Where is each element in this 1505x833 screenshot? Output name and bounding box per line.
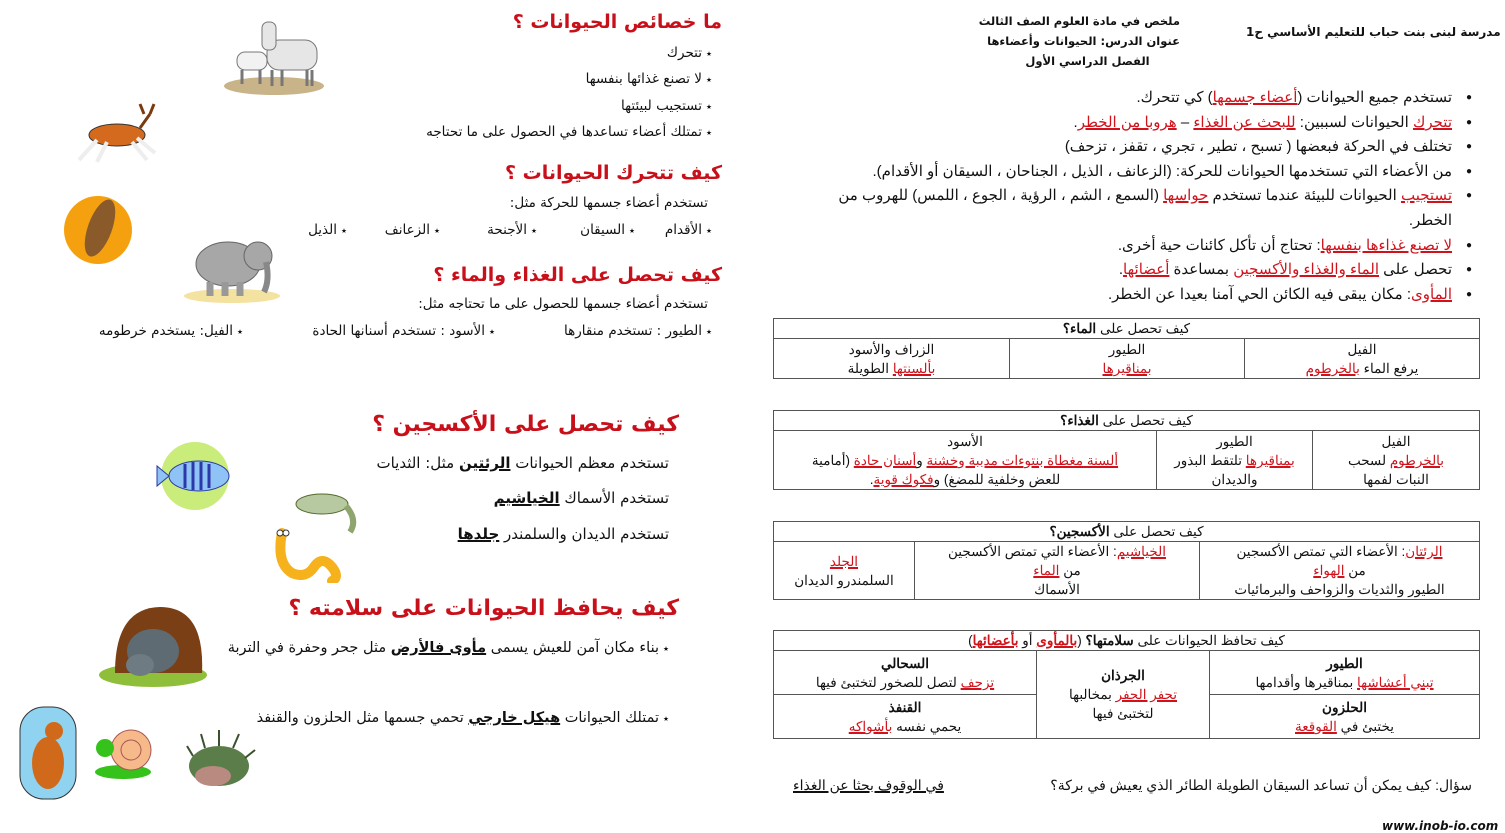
highlighted-term: بمناقيرها (1102, 360, 1152, 376)
highlighted-term: بالمأوى (1036, 633, 1078, 648)
text-segment: والديدان (1211, 471, 1258, 487)
worm-illustration (270, 525, 348, 583)
safety-table-header (774, 631, 1480, 651)
star-bullet-icon: ٭ (531, 224, 537, 237)
cell-line (1161, 470, 1308, 489)
cell-line (919, 561, 1195, 580)
text-segment: تحمي جسمها مثل الحلزون والقنفذ (256, 710, 469, 726)
highlighted-term: بأشواكه (848, 718, 893, 734)
oxygen-cell-gills (915, 542, 1200, 600)
oxygen-table-header (774, 522, 1480, 542)
highlighted-term: بألسنتها (892, 360, 936, 376)
text-segment: من الأعضاء التي تستخدمها الحيوانات للحركة: (الزعانف ، الذيل ، الجناحان ، السيقان أو الأقدام). (872, 162, 1452, 180)
text-segment: النبات لفمها (1363, 471, 1429, 487)
cell-line (1041, 685, 1205, 704)
oxygen-cell-lungs (1200, 542, 1480, 600)
highlighted-term: الحلزون (1322, 699, 1367, 715)
trait-text: تتحرك (666, 45, 702, 61)
food-text: تستخدم أعضاء جسمها للحصول على ما تحتاجه مثل: (418, 296, 708, 312)
summary-bullets (792, 86, 1472, 307)
food-cell-elephant (1313, 431, 1480, 490)
text-segment: مثل: الثديات (376, 454, 459, 472)
oxygen-cell-skin (774, 542, 915, 600)
text-segment: الأسود (947, 433, 983, 449)
text-segment: : مكان يبقى فيه الكائن الحي آمنا بعيدا عن الخطر. (1107, 285, 1412, 303)
highlighted-term: الهواء (1313, 563, 1345, 578)
cell-line (1249, 340, 1475, 359)
cell-line (1161, 432, 1308, 451)
food-item: ٭الفيل: يستخدم خرطومه (98, 323, 243, 339)
cell-line (778, 571, 910, 590)
cell-line (778, 552, 910, 571)
oxygen-line (376, 454, 669, 472)
movement-item: ٭الذيل (308, 222, 347, 238)
safety-cell-rats (1037, 651, 1210, 739)
text-segment: (السمع ، الشم ، الرؤية ، الجوع ، اللمس) للهروب من الخطر. (838, 187, 1452, 229)
text-segment: تستخدم معظم الحيوانات (510, 454, 669, 472)
cell-line (1041, 666, 1205, 685)
text-segment: تمتلك الحيوانات (560, 710, 659, 726)
trait-text: تستجيب لبيئتها (621, 98, 702, 114)
text-segment: بمساعدة (1169, 261, 1234, 279)
heading-oxygen: كيف تحصل على الأكسجين ؟ (372, 412, 679, 437)
safety-table (773, 630, 1480, 739)
star-bullet-icon: ٭ (629, 224, 635, 237)
highlighted-term: المأوى (1411, 285, 1452, 303)
text-segment: للعض وخلفية للمضغ) و (933, 471, 1061, 487)
text-segment: تلتقط البذور (1174, 452, 1246, 468)
heading-safety: كيف يحافظ الحيوانات على سلامته ؟ (288, 596, 679, 621)
highlighted-term: الطيور (1326, 655, 1363, 671)
heading-traits: ما خصائص الحيوانات ؟ (512, 11, 722, 33)
elephant-illustration (180, 232, 285, 304)
highlighted-term: لا تصنع غذاءها بنفسها (1320, 236, 1452, 254)
trait-item (621, 98, 712, 114)
text-segment: . (869, 471, 874, 487)
text-segment: – (1176, 113, 1194, 131)
safety-cell-lizards (774, 651, 1037, 695)
highlighted-term: الرئتان (1405, 544, 1443, 559)
text-segment: من (1059, 563, 1081, 578)
highlighted-term: الغذاء؟ (1060, 413, 1099, 428)
star-bullet-icon: ٭ (341, 224, 347, 237)
water-cell-birds (1010, 339, 1245, 379)
highlighted-term: القنفذ (888, 699, 922, 715)
highlighted-term: القوقعة (1295, 718, 1337, 734)
safety-cell-hedgehog (774, 695, 1037, 739)
text-segment: بمخالبها (1068, 687, 1116, 702)
highlighted-term: فكوك قوية (873, 471, 934, 487)
highlighted-term: تبني أعشاشها (1357, 674, 1434, 690)
highlighted-term: سلامتها؟ (1085, 633, 1134, 648)
oxygen-line (458, 525, 669, 543)
highlighted-term: أسنان حادة (853, 452, 917, 468)
text-segment: من (1344, 563, 1366, 578)
highlighted-term: جلدها (457, 525, 500, 543)
cell-line (778, 340, 1005, 359)
cell-line (1214, 673, 1475, 692)
movement-item: ٭الأجنحة (487, 222, 537, 238)
school-name: مدرسة لبنى بنت حباب للتعليم الأساسي ح1 (1246, 25, 1501, 39)
star-bullet-icon: ٭ (489, 325, 495, 338)
summary-bullet (792, 283, 1472, 308)
kangaroo-illustration (16, 703, 80, 803)
food-cell-lions (774, 431, 1157, 490)
text-segment: يحمي نفسه (892, 718, 962, 734)
safety-line (228, 640, 669, 656)
footer-url: www.inob-io.com (1382, 819, 1499, 833)
mole-burrow-illustration (95, 603, 207, 688)
food-item: ٭الطيور : تستخدم منقارها (564, 323, 712, 339)
highlighted-term: هيكل خارجي (468, 710, 561, 726)
movement-text: تستخدم أعضاء جسمها للحركة مثل: (509, 195, 708, 211)
star-bullet-icon: ٭ (706, 47, 712, 60)
summary-bullet (792, 111, 1472, 136)
cell-line (1214, 654, 1475, 673)
star-bullet-icon: ٭ (663, 712, 669, 725)
movement-item: ٭الأقدام (664, 222, 712, 238)
heading-food-water: كيف تحصل على الغذاء والماء ؟ (433, 264, 722, 286)
highlighted-term: بمناقيرها (1245, 452, 1295, 468)
text-segment: ( (1077, 633, 1086, 648)
text-segment: الأسماك (1034, 582, 1080, 597)
food-cell-birds (1157, 431, 1313, 490)
safety-cell-birds (1210, 651, 1480, 695)
text-segment: الزراف والأسود (848, 341, 935, 357)
cell-line (1161, 451, 1308, 470)
cell-line (778, 451, 1152, 470)
fish-illustration (155, 440, 240, 512)
hawk-illustration (60, 188, 135, 273)
summary-bullet (792, 184, 1472, 233)
water-table-header (774, 319, 1480, 339)
text-segment: كيف تحصل على (1096, 321, 1191, 336)
cell-line (1214, 717, 1475, 736)
text-segment: كيف تحصل على (1109, 524, 1204, 539)
heading-movement: كيف تتحرك الحيوانات ؟ (505, 162, 722, 184)
star-bullet-icon: ٭ (706, 126, 712, 139)
text-segment: : الأعضاء التي تمتص الأكسجين (1236, 544, 1406, 559)
highlighted-term: تحفر الحفر (1115, 687, 1178, 702)
highlighted-term: بالخرطوم (1305, 360, 1360, 376)
highlighted-term: تتحرك (1412, 113, 1452, 131)
highlighted-term: الماء (1033, 563, 1060, 578)
hedgehog-illustration (183, 728, 258, 792)
water-cell-elephant (1245, 339, 1480, 379)
text-segment: الفيل (1347, 341, 1377, 357)
star-bullet-icon: ٭ (663, 642, 669, 655)
snail-illustration (93, 718, 157, 782)
text-segment: الطيور (1108, 341, 1146, 357)
text-segment: لتصل للصخور لتختبئ فيها (815, 674, 961, 690)
food-table (773, 410, 1480, 490)
summary-bullet (792, 86, 1472, 111)
cell-line (778, 432, 1152, 451)
cell-line (1204, 561, 1475, 580)
deer-illustration (72, 100, 162, 168)
semester-label: الفصل الدراسي الأول (1025, 54, 1150, 68)
text-segment: الطيور (1216, 433, 1253, 449)
text-segment: يختبئ في (1336, 718, 1394, 734)
cell-line (778, 698, 1032, 717)
highlighted-term: أعضائها (1123, 261, 1170, 279)
trait-text: تمتلك أعضاء تساعدها في الحصول على ما تحتاجه (426, 124, 702, 140)
movement-item: ٭السيقان (580, 222, 635, 238)
oxygen-table (773, 521, 1480, 600)
cell-line (1317, 432, 1475, 451)
text-segment: لسحب (1347, 452, 1390, 468)
trait-text: لا تصنع غذائها بنفسها (585, 71, 702, 87)
text-segment: تختلف في الحركة فبعضها ( تسبح ، تطير ، تجري ، تقفز ، تزحف) (1064, 138, 1452, 156)
oxygen-line (494, 489, 669, 507)
summary-bullet (792, 135, 1472, 160)
highlighted-term: بأعضائها (972, 633, 1019, 648)
text-segment: ) كي تتحرك. (1136, 89, 1213, 106)
trait-item (426, 124, 712, 140)
text-segment: كيف تحافظ الحيوانات على (1133, 633, 1285, 648)
safety-cell-snail (1210, 695, 1480, 739)
cell-line (1014, 340, 1240, 359)
text-segment: ) (968, 633, 973, 648)
text-segment: (أمامية (811, 452, 854, 468)
cell-line (1249, 359, 1475, 378)
star-bullet-icon: ٭ (706, 73, 712, 86)
summary-bullet (792, 160, 1472, 185)
text-segment: يرفع الماء (1359, 360, 1419, 376)
highlighted-term: الماء؟ (1062, 321, 1097, 336)
cell-line (778, 717, 1032, 736)
text-segment: كيف تحصل على (1098, 413, 1193, 428)
highlighted-term: حواسها (1163, 187, 1209, 205)
text-segment: الطيور والثديات والزواحف والبرمائيات (1234, 582, 1445, 597)
highlighted-term: مأوى فالأرض (390, 640, 487, 656)
text-segment: تستخدم الأسماك (559, 489, 669, 507)
highlighted-term: الجلد (829, 553, 859, 569)
highlighted-term: هروبا من الخطر (1077, 113, 1177, 131)
highlighted-term: الخياشيم (493, 489, 560, 507)
goat-illustration (222, 12, 327, 97)
text-segment: تستخدم الديدان والسلمندر (499, 525, 669, 543)
cell-line (919, 542, 1195, 561)
highlighted-term: الرئتين (458, 454, 511, 472)
trait-item (586, 71, 712, 87)
text-segment: و (916, 452, 927, 468)
text-segment: تحصل على (1379, 261, 1452, 279)
summary-title: ملخص في مادة العلوم الصف الثالث (978, 14, 1180, 28)
cell-line (1317, 470, 1475, 489)
cell-line (778, 359, 1005, 378)
cell-line (919, 580, 1195, 599)
safety-line (257, 710, 669, 726)
food-table-header (774, 411, 1480, 431)
summary-bullet (792, 234, 1472, 259)
star-bullet-icon: ٭ (706, 100, 712, 113)
question-text: سؤال: كيف يمكن أن تساعد السيقان الطويلة الطائر الذي يعيش في بركة؟ (1050, 777, 1472, 793)
trait-item (667, 45, 712, 61)
cell-line (1014, 359, 1240, 378)
cell-line (1204, 542, 1475, 561)
text-segment: مثل جحر وحفرة في التربة (227, 640, 391, 656)
highlighted-term: الماء والغذاء والأكسجين (1233, 261, 1380, 279)
cell-line (778, 673, 1032, 692)
water-cell-giraffe-lions (774, 339, 1010, 379)
text-segment: الطويلة (847, 360, 893, 376)
highlighted-term: أعضاء جسمها (1212, 89, 1298, 106)
text-segment: تستخدم جميع الحيوانات ( (1297, 89, 1452, 106)
cell-line (778, 470, 1152, 489)
movement-item: ٭الزعانف (384, 222, 440, 238)
highlighted-term: السحالي (880, 655, 930, 671)
text-segment: أو (1018, 633, 1037, 648)
text-segment: . (1073, 113, 1078, 131)
text-segment: بمناقيرها وأقدامها (1255, 674, 1358, 690)
highlighted-term: تزحف (960, 674, 995, 690)
highlighted-term: الخياشيم (1116, 544, 1166, 559)
text-segment: : تحتاج أن تأكل كائنات حية أخرى. (1117, 236, 1321, 254)
summary-bullet (792, 258, 1472, 283)
star-bullet-icon: ٭ (706, 224, 712, 237)
star-bullet-icon: ٭ (706, 325, 712, 338)
highlighted-term: للبحث عن الغذاء (1193, 113, 1296, 131)
star-bullet-icon: ٭ (237, 325, 243, 338)
cell-line (1317, 451, 1475, 470)
food-item: ٭الأسود : تستخدم أسنانها الحادة (312, 323, 495, 339)
highlighted-term: الجرذان (1101, 668, 1145, 683)
text-segment: . (1118, 261, 1124, 279)
cell-line (1204, 580, 1475, 599)
text-segment: لتختبئ فيها (1092, 706, 1154, 721)
highlighted-term: الأكسجين؟ (1049, 524, 1110, 539)
highlighted-term: تستجيب (1400, 187, 1452, 205)
question-answer: في الوقوف بحثا عن الغذاء (793, 777, 944, 793)
cell-line (778, 654, 1032, 673)
text-segment: بناء مكان آمن للعيش يسمى (486, 640, 659, 656)
highlighted-term: ألسنة مغطاة بنتوءات مدببة وخشنة (926, 452, 1119, 468)
cell-line (1214, 698, 1475, 717)
text-segment: الحيوانات للبيئة عندما تستخدم (1208, 187, 1401, 205)
text-segment: الفيل (1381, 433, 1411, 449)
text-segment: الحيوانات لسببين: (1295, 113, 1413, 131)
cell-line (1041, 704, 1205, 723)
star-bullet-icon: ٭ (434, 224, 440, 237)
text-segment: : الأعضاء التي تمتص الأكسجين (948, 544, 1117, 559)
water-table (773, 318, 1480, 379)
lesson-title: عنوان الدرس: الحيوانات وأعضاءها (987, 34, 1180, 48)
text-segment: السلمندرو الديدان (794, 572, 894, 588)
highlighted-term: بالخرطوم (1389, 452, 1445, 468)
